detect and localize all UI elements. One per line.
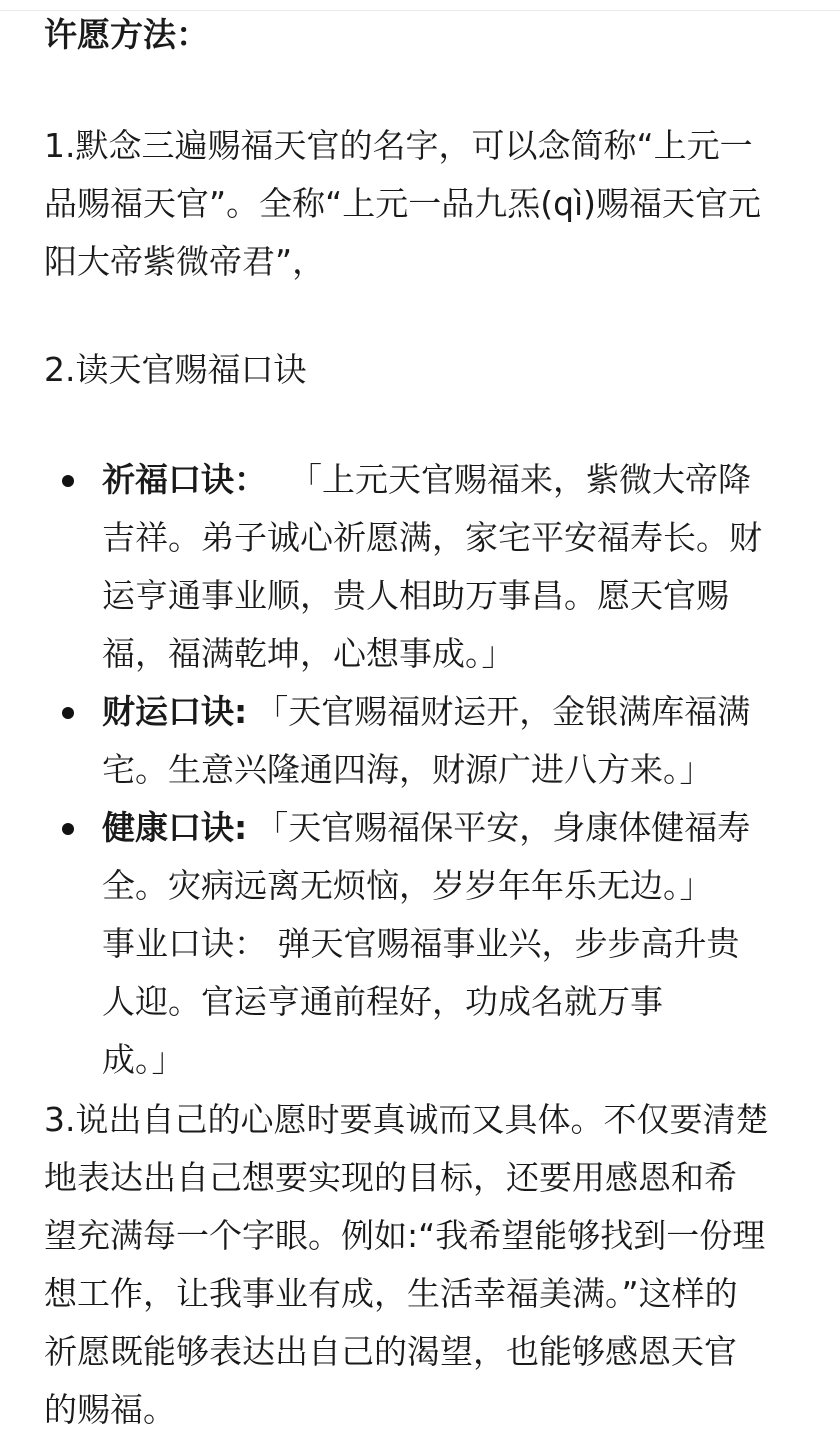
list-item-wealth — [44, 683, 804, 799]
section-heading: 许愿方法： — [44, 15, 209, 54]
step-3-line: 的赐福。 — [44, 1390, 176, 1429]
career-line: 人迎。官运亨通前程好，功成名就万事 — [102, 982, 663, 1021]
step-3-line: 想工作，让我事业有成，生活幸福美满。”这样的 — [44, 1274, 738, 1313]
bullet-dot-icon — [62, 475, 74, 487]
career-line: 成。」 — [102, 1040, 185, 1079]
step-3-line: 祈愿既能够表达出自己的渴望，也能够感恩天官 — [44, 1332, 737, 1371]
list-item-text: 「天官赐福保平安，身康体健福寿 — [255, 808, 751, 847]
step-3-line: 3.说出自己的心愿时要真诚而又具体。不仅要清楚 — [44, 1100, 769, 1139]
list-item-text: 「天官赐福财运开，金银满库福满 — [255, 692, 751, 731]
step-1-paragraph — [44, 117, 794, 291]
step-1-line: 品赐福天官”。全称“上元一品九炁(qì)赐福天官元 — [44, 184, 762, 223]
bullet-dot-icon — [62, 707, 74, 719]
list-item-text: 福，福满乾坤，心想事成。」 — [102, 634, 515, 673]
list-item-health — [44, 799, 804, 915]
step-3-line: 望充满每一个字眼。例如:“我希望能够找到一份理 — [44, 1216, 766, 1255]
list-item-first-line — [102, 683, 804, 741]
list-item-blessing — [44, 451, 804, 683]
career-line: 事业口诀： 弹天官赐福事业兴，步步高升贵 — [102, 924, 740, 963]
career-incantation — [44, 915, 804, 1089]
list-item-text: 吉祥。弟子诚心祈愿满，家宅平安福寿长。财 — [102, 518, 762, 557]
list-item-text: 宅。生意兴隆通四海，财源广进八方来。」 — [102, 750, 713, 789]
list-item-text: 「上元天官赐福来，紫微大帝降 — [289, 460, 751, 499]
list-item-text: 全。灾病远离无烦恼，岁岁年年乐无边。」 — [102, 866, 713, 905]
step-2-paragraph — [44, 341, 794, 399]
list-item-label: 祈福口诀： — [102, 460, 267, 499]
list-item-text: 运亨通事业顺，贵人相助万事昌。愿天官赐 — [102, 576, 729, 615]
step-1-line: 1.默念三遍赐福天官的名字，可以念简称“上元一 — [44, 126, 753, 165]
list-item-label: 财运口诀: — [102, 692, 248, 731]
step-2-line: 2.读天官赐福口诀 — [44, 350, 307, 389]
incantation-list — [44, 451, 804, 1089]
list-item-first-line — [102, 799, 804, 857]
step-3-paragraph — [44, 1091, 794, 1439]
list-item-label: 健康口诀: — [102, 808, 248, 847]
step-1-line: 阳大帝紫微帝君”， — [44, 242, 326, 281]
step-3-line: 地表达出自己想要实现的目标，还要用感恩和希 — [44, 1158, 737, 1197]
list-item-first-line — [102, 451, 804, 509]
bullet-dot-icon — [62, 823, 74, 835]
